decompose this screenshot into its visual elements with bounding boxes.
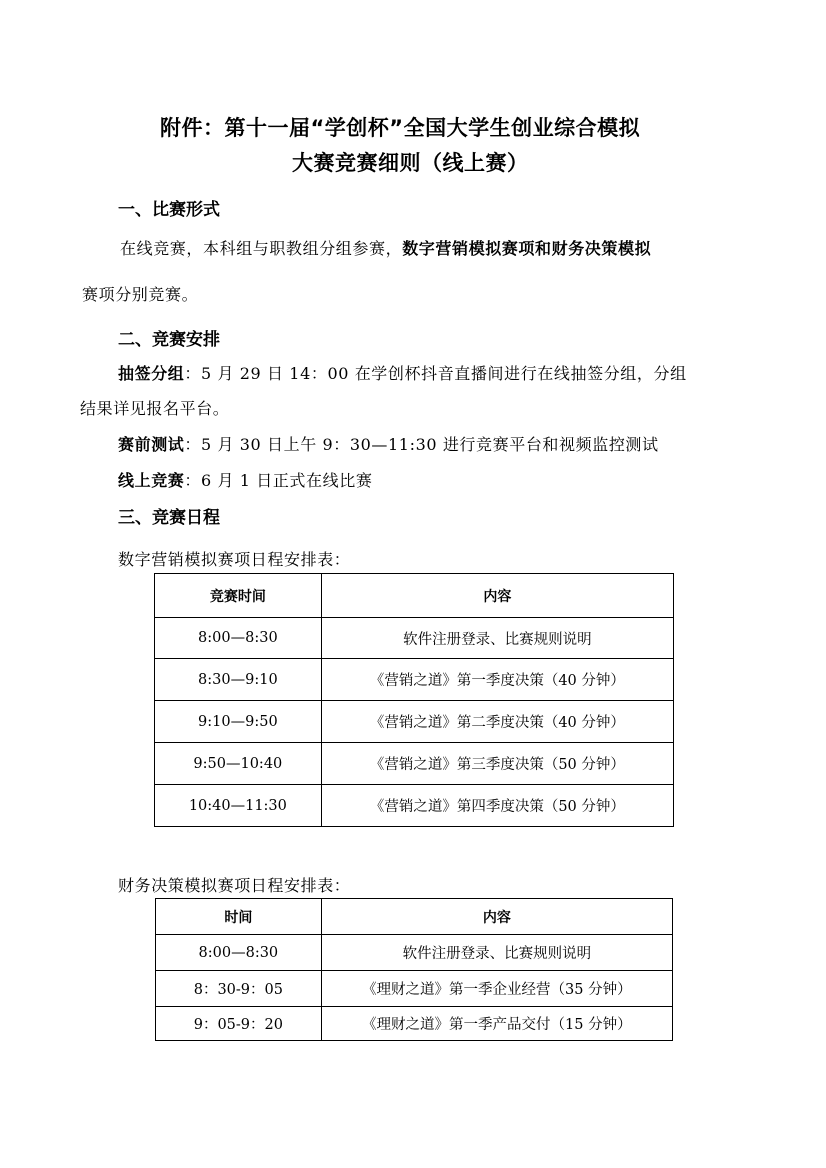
table-cell-content: 《营销之道》第一季度决策（40 分钟） <box>321 659 673 701</box>
draw-label: 抽签分组 <box>118 364 185 383</box>
table-cell-content: 软件注册登录、比赛规则说明 <box>321 935 672 971</box>
table-row <box>156 935 673 971</box>
table1-caption: 数字营销模拟赛项日程安排表： <box>118 550 351 569</box>
table-cell-time: 8:00—8:30 <box>155 618 322 659</box>
table-row <box>155 743 674 785</box>
table-row <box>155 618 674 659</box>
table-cell-content: 《理财之道》第一季企业经营（35 分钟） <box>321 971 672 1007</box>
page-title-line1: 附件：第十一届“学创杯”全国大学生创业综合模拟 <box>160 116 641 140</box>
online-paragraph <box>118 468 372 491</box>
table-row <box>156 971 673 1007</box>
draw-paragraph <box>118 361 687 384</box>
table-header-row <box>156 899 673 935</box>
table-cell-time: 9：05-9：20 <box>156 1007 322 1041</box>
table-row <box>155 659 674 701</box>
draw-text: ：5 月 29 日 14：00 在学创杯抖音直播间进行在线抽签分组，分组 <box>184 364 687 383</box>
table-cell-content: 《营销之道》第三季度决策（50 分钟） <box>321 743 673 785</box>
table-cell-content: 软件注册登录、比赛规则说明 <box>321 618 673 659</box>
table-header-content: 内容 <box>321 899 672 935</box>
section1-paragraph <box>120 236 651 259</box>
test-text: ：5 月 30 日上午 9：30—11:30 进行竞赛平台和视频监控测试 <box>184 435 659 454</box>
table-cell-content: 《营销之道》第四季度决策（50 分钟） <box>321 785 673 827</box>
table-cell-content: 《营销之道》第二季度决策（40 分钟） <box>321 701 673 743</box>
table-cell-content: 《理财之道》第一季产品交付（15 分钟） <box>321 1007 672 1041</box>
table-cell-time: 8:00—8:30 <box>156 935 322 971</box>
section1-heading: 一、比赛形式 <box>118 200 220 220</box>
table-header-row <box>155 574 674 618</box>
online-label: 线上竞赛 <box>118 471 185 490</box>
test-label: 赛前测试 <box>118 435 185 454</box>
page-title-line2: 大赛竞赛细则（线上赛） <box>292 151 529 175</box>
section1-paragraph-cont: 赛项分别竞赛。 <box>82 285 199 304</box>
table-header-time: 竞赛时间 <box>155 574 322 618</box>
table-cell-time: 10:40—11:30 <box>155 785 322 827</box>
schedule-table-finance <box>155 898 673 1041</box>
table-cell-time: 8：30-9：05 <box>156 971 322 1007</box>
section2-heading: 二、竞赛安排 <box>118 330 220 350</box>
section3-heading: 三、竞赛日程 <box>118 508 220 528</box>
draw-paragraph-cont: 结果详见报名平台。 <box>80 399 230 418</box>
table-header-content: 内容 <box>321 574 673 618</box>
table-row <box>156 1007 673 1041</box>
table-header-time: 时间 <box>156 899 322 935</box>
table-cell-time: 8:30—9:10 <box>155 659 322 701</box>
section1-text-bold: 数字营销模拟赛项和财务决策模拟 <box>402 239 652 258</box>
table-row <box>155 785 674 827</box>
test-paragraph <box>118 432 659 455</box>
online-text: ：6 月 1 日正式在线比赛 <box>184 471 373 490</box>
section1-text-a: 在线竞赛，本科组与职教组分组参赛， <box>120 239 403 258</box>
table-cell-time: 9:50—10:40 <box>155 743 322 785</box>
table-cell-time: 9:10—9:50 <box>155 701 322 743</box>
table-row <box>155 701 674 743</box>
schedule-table-marketing <box>154 573 674 827</box>
table2-caption: 财务决策模拟赛项日程安排表： <box>118 876 351 895</box>
